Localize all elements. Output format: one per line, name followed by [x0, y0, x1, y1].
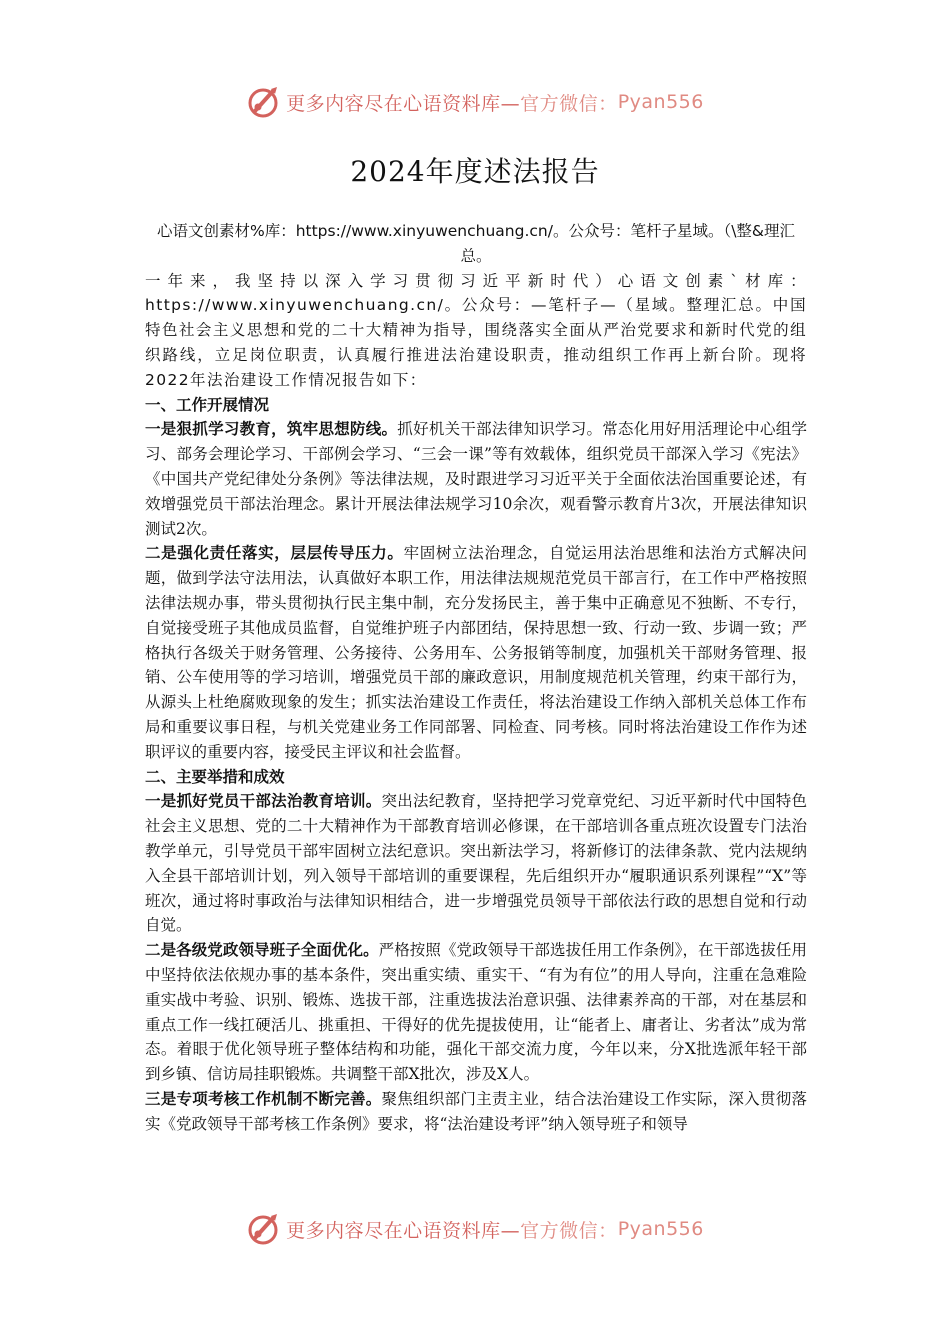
paragraph-lead: 一是狠抓学习教育，筑牢思想防线。 — [145, 420, 398, 439]
paragraph-lead: 一是抓好党员干部法治教育培训。 — [145, 792, 382, 811]
brush-logo-icon — [246, 84, 282, 120]
paragraph-text: 牢固树立法治理念，自觉运用法治思维和法治方式解决问题，做到学法守法用法，认真做好本职工作，用法律法规规范党员干部言行，在工作中严格按照法律法规办事，带头贯彻执行民主集中制，充分发扬民主，善于集中正确意见不独断、不专行，自觉接受班子其他成员监督，自觉维护班子内部团结，保持思想一致、行动一致、步调一致；严格执行各级关于财务管理、公务接待、公务用车、公务报销等制度，加强机关干部财务管理、报销、公车使用等的学习培训，增强党员干部的廉政意识，用制度规范机关管理，约束干部行为，从源头上杜绝腐败现象的发生；抓实法治建设工作责任，将法治建设工作纳入部机关总体工作布局和重要议事日程，与机关党建业务工作同部署、同检查、同考核。同时将法治建设工作作为述职评议的重要内容，接受民主评议和社会监督。 — [145, 544, 807, 761]
paragraph-2-2 — [145, 938, 807, 1087]
paragraph-text: 聚焦组织部门主责主业，结合法治建设工作实际，深入贯彻落实《党政领导干部考核工作条例》要求，将“法治建设考评”纳入领导班子和领导 — [145, 1089, 807, 1133]
watermark-wechat-label: 官方微信： — [520, 92, 618, 115]
paragraph-lead: 二是强化责任落实，层层传导压力。 — [145, 544, 404, 563]
paragraph-lead: 二是各级党政领导班子全面优化。 — [145, 941, 379, 960]
watermark-site-text: 更多内容尽在心语资料库— — [286, 1219, 521, 1242]
paragraph-text: 抓好机关干部法律知识学习。常态化用好用活理论中心组学习、部务会理论学习、干部例会学习、“三会一课”等有效载体，组织党员干部深入学习《宪法》《中国共产党纪律处分条例》等法律法规，及时跟进学习习近平关于全面依法治国重要论述，有效增强党员干部法治理念。累计开展法律法规学习10余次，观看警示教育片3次，开展法律知识测试2次。 — [145, 420, 807, 538]
intro-source-line: 心语文创素材%库：https://www.xinyuwenchuang.cn/。公众号：笔杆子星域。（\整&理汇总。 — [156, 222, 796, 265]
paragraph-lead: 三是专项考核工作机制不断完善。 — [145, 1089, 382, 1108]
watermark-banner-bottom — [0, 1209, 950, 1249]
watermark-wechat-label: 官方微信： — [520, 1219, 618, 1242]
section-heading-1: 一、工作开展情况 — [145, 395, 270, 414]
watermark-banner-top — [0, 82, 950, 122]
section-heading-2: 二、主要举措和成效 — [145, 767, 285, 786]
paragraph-1-1 — [145, 417, 807, 541]
document-body — [145, 219, 807, 1136]
watermark-site-text: 更多内容尽在心语资料库— — [286, 92, 521, 115]
intro-paragraph: 一年来，我坚持以深入学习贯彻习近平新时代）心语文创素`材库：https://www.xinyuwenchuang.cn/。公众号：—笔杆子—（星域。整理汇总。中国特色社会主义思想和党的二十大精神为指导，围绕落实全面从严治党要求和新时代党的组织路线，立足岗位职责，认真履行推进法治建设职责，推动组织工作再上新台阶。现将2022年法治建设工作情况报告如下： — [145, 271, 807, 389]
paragraph-text: 严格按照《党政领导干部选拔任用工作条例》，在干部选拔任用中坚持依法依规办事的基本条件，突出重实绩、重实干、“有为有位”的用人导向，注重在急难险重实战中考验、识别、锻炼、选拔干部，注重选拔法治意识强、法律素养高的干部，对在基层和重点工作一线扛硬活儿、挑重担、干得好的优先提拔使用，让“能者上、庸者让、劣者汰”成为常态。着眼于优化领导班子整体结构和功能，强化干部交流力度，今年以来，分X批选派年轻干部到乡镇、信访局挂职锻炼。共调整干部X批次，涉及X人。 — [145, 941, 807, 1084]
watermark-wechat-id: Pyan556 — [617, 91, 704, 113]
paragraph-2-3 — [145, 1087, 807, 1137]
document-title: 2024年度述法报告 — [350, 155, 600, 188]
paragraph-2-1 — [145, 789, 807, 938]
paragraph-text: 突出法纪教育，坚持把学习党章党纪、习近平新时代中国特色社会主义思想、党的二十大精神作为干部教育培训必修课，在干部培训各重点班次设置专门法治教学单元，引导党员干部牢固树立法纪意识。突出新法学习，将新修订的法律条款、党内法规纳入全县干部培训计划，列入领导干部培训的重要课程，先后组织开办“履职通识系列课程”“X”等班次，通过将时事政治与法律知识相结合，进一步增强党员领导干部依法行政的思想自觉和行动自觉。 — [145, 792, 807, 935]
watermark-wechat-id: Pyan556 — [617, 1218, 704, 1240]
paragraph-1-2 — [145, 541, 807, 764]
brush-logo-icon — [246, 1211, 282, 1247]
